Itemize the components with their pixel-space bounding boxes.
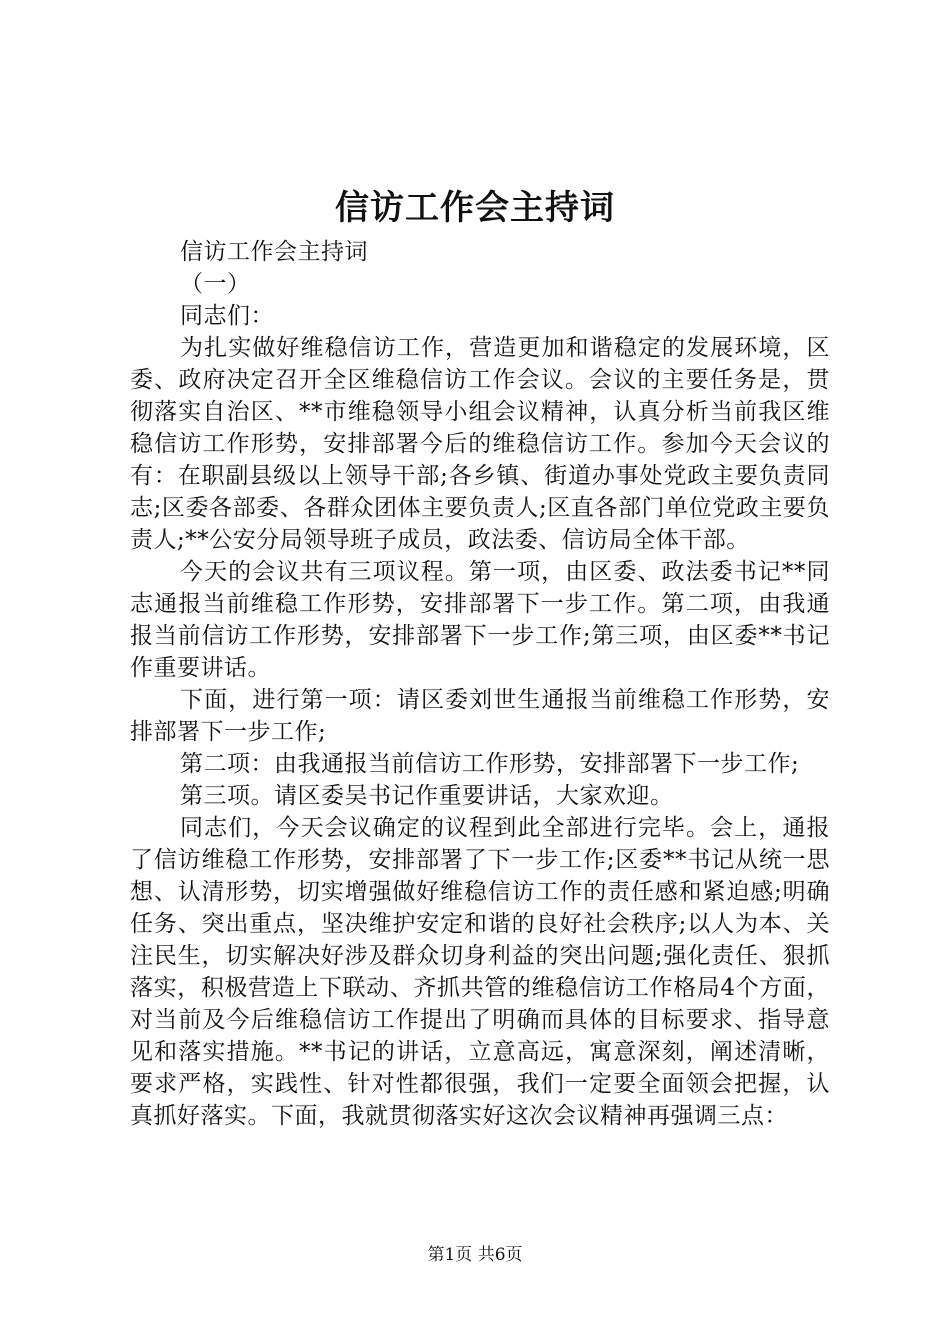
- document-body: [130, 236, 830, 1132]
- paragraph-body: 为扎实做好维稳信访工作，营造更加和谐稳定的发展环境，区委、政府决定召开全区维稳信访工作会议。会议的主要任务是，贯彻落实自治区、**市维稳领导小组会议精神，认真分析当前我区维稳信访工作形势，安排部署今后的维稳信访工作。参加今天会议的有：在职副县级以上领导干部;各乡镇、街道办事处党政主要负责同志;区委各部委、各群众团体主要负责人;区直各部门单位党政主要负责人;**公安分局领导班子成员，政法委、信访局全体干部。: [130, 335, 830, 553]
- page-footer: 第1页 共6页: [427, 1245, 523, 1265]
- paragraph-body: 第三项。请区委吴书记作重要讲话，大家欢迎。: [180, 783, 674, 809]
- paragraph-section-number: （一）: [180, 271, 251, 297]
- document-title: 信访工作会主持词: [335, 188, 615, 228]
- paragraph-salutation: 同志们：: [180, 303, 274, 329]
- paragraph-subtitle: 信访工作会主持词: [180, 239, 368, 265]
- paragraph-body: 今天的会议共有三项议程。第一项，由区委、政法委书记**同志通报当前维稳工作形势，安排部署下一步工作。第二项，由我通报当前信访工作形势，安排部署下一步工作;第三项，由区委**书记作重要讲话。: [130, 559, 830, 681]
- paragraph-body: 第二项：由我通报当前信访工作形势，安排部署下一步工作;: [180, 751, 800, 777]
- paragraph-body: 下面，进行第一项：请区委刘世生通报当前维稳工作形势，安排部署下一步工作;: [130, 687, 830, 745]
- paragraph-body: 同志们，今天会议确定的议程到此全部进行完毕。会上，通报了信访维稳工作形势，安排部署了下一步工作;区委**书记从统一思想、认清形势，切实增强做好维稳信访工作的责任感和紧迫感;明确任务、突出重点，坚决维护安定和谐的良好社会秩序;以人为本、关注民生，切实解决好涉及群众切身利益的突出问题;强化责任、狠抓落实，积极营造上下联动、齐抓共管的维稳信访工作格局4个方面，对当前及今后维稳信访工作提出了明确而具体的目标要求、指导意见和落实措施。**书记的讲话，立意高远，寓意深刻，阐述清晰，要求严格，实践性、针对性都很强，我们一定要全面领会把握，认真抓好落实。下面，我就贯彻落实好这次会议精神再强调三点：: [130, 815, 830, 1129]
